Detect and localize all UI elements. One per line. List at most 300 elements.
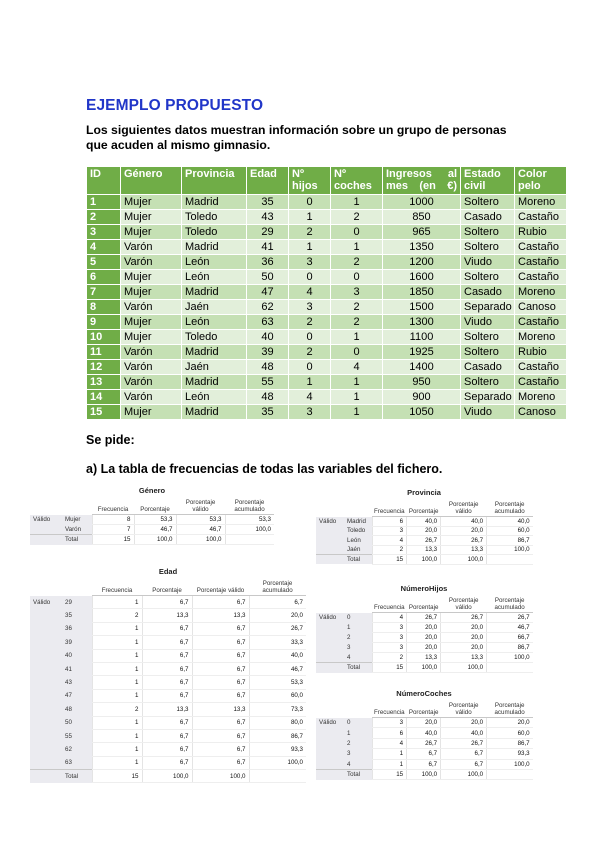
freq-value: 60,0 [487,728,533,738]
table-cell: Toledo [182,330,247,345]
freq-value: 3 [372,526,407,536]
table-cell: 3 [87,225,121,240]
freq-value: 7 [92,525,134,535]
table-cell: 1 [289,240,331,255]
category-label: 41 [62,662,92,675]
freq-value: 100,0 [487,653,533,663]
freq-value: 6,7 [192,636,249,649]
blank-header [30,579,92,596]
table-cell: 1350 [383,240,461,255]
valid-label [316,749,344,759]
category-label: Varón [62,525,92,535]
table-cell: 1100 [383,330,461,345]
valid-label [30,525,62,535]
freq-value: 1 [92,622,142,635]
freq-value: 20,0 [407,623,441,633]
freq-value: 3 [372,623,407,633]
table-cell: 4 [289,390,331,405]
freq-header: Porcentaje acumulado [249,579,306,596]
freq-table-genero [30,486,274,545]
table-cell: Castaño [515,360,567,375]
freq-value: 93,3 [487,749,533,759]
freq-value: 6 [372,517,407,527]
freq-value: 6,7 [142,649,192,662]
category-label: 4 [344,653,372,663]
freq-header: Frecuencia [92,498,134,515]
table-cell: Mujer [121,330,182,345]
header-cell: Provincia [182,167,247,195]
freq-value: 40,0 [441,517,487,527]
freq-value: 1 [92,743,142,756]
data-table [86,166,567,420]
table-cell: Varón [121,300,182,315]
table-cell: 9 [87,315,121,330]
freq-header: Porcentaje válido [192,579,249,596]
freq-value: 86,7 [487,643,533,653]
freq-value: 4 [372,613,407,623]
table-cell: 62 [247,300,289,315]
freq-table [316,500,533,565]
freq-value: 40,0 [249,649,306,662]
freq-value: 20,0 [407,633,441,643]
freq-value: 1 [92,689,142,702]
freq-value: 6,7 [192,649,249,662]
freq-row [316,526,533,536]
table-cell: 14 [87,390,121,405]
freq-value: 53,3 [249,676,306,689]
table-cell: 6 [87,270,121,285]
header-cell: Nº hijos [289,167,331,195]
valid-label [316,545,344,555]
task-a: a) La tabla de frecuencias de todas las variables del fichero. [86,462,443,476]
table-cell: Mujer [121,270,182,285]
valid-label: Válido [30,515,62,525]
freq-value: 86,7 [249,729,306,742]
table-cell: Rubio [515,345,567,360]
table-cell: 850 [383,210,461,225]
table-cell: 10 [87,330,121,345]
total-row [30,535,274,545]
valid-label [30,676,62,689]
freq-value: 6,7 [192,716,249,729]
table-cell: 3 [331,285,383,300]
freq-header: Porcentaje [134,498,176,515]
freq-row [30,676,306,689]
data-table-header [87,167,567,195]
table-cell: 41 [247,240,289,255]
category-label: Toledo [344,526,372,536]
freq-table-title: Edad [158,567,178,576]
table-cell: Varón [121,375,182,390]
table-row [87,375,567,390]
table-cell: Casado [461,285,515,300]
table-cell: Toledo [182,210,247,225]
freq-header: Porcentaje acumulado [225,498,274,515]
valid-label [30,689,62,702]
table-cell: 3 [289,405,331,420]
header-cell: Ingresos al mes (en €) [383,167,461,195]
valid-label [316,643,344,653]
category-label: 43 [62,676,92,689]
table-cell: Soltero [461,270,515,285]
freq-row [30,515,274,525]
table-cell: Casado [461,360,515,375]
table-cell: Rubio [515,225,567,240]
freq-row [30,703,306,716]
table-cell: 1400 [383,360,461,375]
freq-value: 100,0 [487,759,533,769]
table-cell: 0 [289,270,331,285]
table-cell: Viudo [461,315,515,330]
table-cell: 35 [247,195,289,210]
table-cell: Jaén [182,360,247,375]
table-row [87,345,567,360]
freq-value: 6,7 [142,596,192,609]
table-cell: Soltero [461,225,515,240]
table-cell: Canoso [515,300,567,315]
table-cell: 2 [331,315,383,330]
table-cell: 0 [289,330,331,345]
valid-label: Válido [316,613,344,623]
table-cell: 1 [331,240,383,255]
freq-row [316,623,533,633]
table-cell: León [182,315,247,330]
freq-value: 6,7 [192,689,249,702]
valid-label [30,662,62,675]
table-cell: 2 [331,300,383,315]
freq-value: 40,0 [407,728,441,738]
table-row [87,270,567,285]
freq-value: 1 [92,729,142,742]
freq-row [30,596,306,609]
freq-table-provincia [316,488,533,565]
freq-value: 40,0 [441,728,487,738]
header-cell: Nº coches [331,167,383,195]
table-cell: 5 [87,255,121,270]
freq-value: 26,7 [441,613,487,623]
table-cell: 47 [247,285,289,300]
table-cell: 1600 [383,270,461,285]
freq-value: 20,0 [407,718,441,728]
freq-value: 2 [372,653,407,663]
freq-value: 20,0 [407,643,441,653]
category-label: 55 [62,729,92,742]
freq-value: 6,7 [192,596,249,609]
intro-paragraph: Los siguientes datos muestran información sobre un grupo de personas que acuden al mismo gimnasio. [86,123,507,152]
category-label: 0 [344,718,372,728]
category-label: 4 [344,759,372,769]
total-value: 15 [372,769,407,779]
table-cell: 0 [331,270,383,285]
table-cell: Varón [121,360,182,375]
table-cell: 950 [383,375,461,390]
total-value: 100,0 [407,555,441,565]
table-cell: 15 [87,405,121,420]
table-cell: Madrid [182,285,247,300]
total-label: Total [62,770,92,783]
table-cell: Castaño [515,240,567,255]
table-cell: Madrid [182,405,247,420]
freq-header: Frecuencia [92,579,142,596]
freq-value: 13,3 [407,545,441,555]
freq-row [30,636,306,649]
table-cell: Moreno [515,195,567,210]
table-cell: 1 [289,375,331,390]
valid-label [316,653,344,663]
valid-label [30,716,62,729]
valid-label [316,738,344,748]
freq-row [316,728,533,738]
table-cell: 35 [247,405,289,420]
table-cell: 2 [289,345,331,360]
table-cell: 3 [289,255,331,270]
table-cell: 63 [247,315,289,330]
freq-value: 2 [372,545,407,555]
freq-header: Frecuencia [372,500,407,517]
freq-value: 46,7 [487,623,533,633]
table-cell: Mujer [121,285,182,300]
total-label: Total [62,535,92,545]
table-cell: 13 [87,375,121,390]
table-row [87,330,567,345]
freq-value: 13,3 [441,653,487,663]
freq-table-title: NúmeroHijos [400,584,448,593]
freq-value: 4 [372,536,407,546]
freq-header: Frecuencia [372,701,407,718]
table-row [87,210,567,225]
category-label: 1 [344,623,372,633]
table-cell: 1050 [383,405,461,420]
table-cell: Mujer [121,405,182,420]
freq-value: 6,7 [407,749,441,759]
total-row [30,770,306,783]
total-value: 15 [372,555,407,565]
freq-row [30,743,306,756]
freq-value: 20,0 [487,718,533,728]
blank-header [316,500,372,517]
table-cell: 43 [247,210,289,225]
table-cell: Mujer [121,210,182,225]
table-cell: 2 [331,210,383,225]
freq-row [30,609,306,622]
freq-value: 1 [92,756,142,769]
freq-table [316,596,533,673]
freq-value: 3 [372,643,407,653]
valid-label [30,649,62,662]
header-cell: Color pelo [515,167,567,195]
table-cell: Jaén [182,300,247,315]
table-cell: Castaño [515,255,567,270]
table-row [87,390,567,405]
table-cell: Castaño [515,270,567,285]
header-cell: Estado civil [461,167,515,195]
table-cell: 1925 [383,345,461,360]
table-cell: 0 [331,225,383,240]
valid-label [316,623,344,633]
header-cell: ID [87,167,121,195]
table-cell: León [182,255,247,270]
blank-header [316,596,372,613]
table-cell: Madrid [182,195,247,210]
freq-value: 26,7 [407,536,441,546]
valid-label [316,728,344,738]
freq-row [30,662,306,675]
table-cell: 12 [87,360,121,375]
freq-value: 6,7 [441,749,487,759]
table-cell: Moreno [515,330,567,345]
category-label: 62 [62,743,92,756]
freq-value: 53,3 [225,515,274,525]
freq-row [316,749,533,759]
table-cell: Mujer [121,195,182,210]
freq-value: 4 [372,738,407,748]
freq-header: Porcentaje [407,701,441,718]
valid-label [316,526,344,536]
freq-header: Porcentaje válido [441,596,487,613]
freq-value: 6,7 [142,636,192,649]
table-cell: 2 [87,210,121,225]
freq-table-title: Género [138,486,166,495]
freq-value: 20,0 [407,526,441,536]
table-cell: 2 [289,315,331,330]
freq-value: 6,7 [142,743,192,756]
freq-value: 33,3 [249,636,306,649]
table-cell: León [182,270,247,285]
table-cell: 36 [247,255,289,270]
freq-value: 2 [92,609,142,622]
table-row [87,315,567,330]
freq-row [316,613,533,623]
freq-value: 6,7 [142,716,192,729]
category-label: Mujer [62,515,92,525]
total-value: 100,0 [407,663,441,673]
table-cell: Castaño [515,375,567,390]
total-value: 100,0 [407,769,441,779]
table-cell: Madrid [182,375,247,390]
freq-value: 20,0 [441,718,487,728]
freq-header: Porcentaje acumulado [487,701,533,718]
freq-row [316,517,533,527]
freq-table [316,701,533,780]
freq-row [30,525,274,535]
freq-header: Porcentaje válido [441,701,487,718]
total-label: Total [344,663,372,673]
table-cell: Madrid [182,345,247,360]
table-row [87,255,567,270]
freq-value: 2 [92,703,142,716]
freq-value: 26,7 [407,613,441,623]
freq-value: 1 [92,676,142,689]
total-value: 100,0 [134,535,176,545]
table-cell: Soltero [461,345,515,360]
freq-value: 60,0 [249,689,306,702]
freq-value: 6,7 [142,729,192,742]
freq-row [30,716,306,729]
freq-value: 6,7 [192,756,249,769]
table-cell: Toledo [182,225,247,240]
freq-header: Porcentaje acumulado [487,500,533,517]
freq-value: 1 [92,636,142,649]
freq-value: 20,0 [441,623,487,633]
table-cell: Castaño [515,315,567,330]
table-cell: 40 [247,330,289,345]
table-cell: 1 [87,195,121,210]
table-cell: Soltero [461,195,515,210]
category-label: León [344,536,372,546]
category-label: 40 [62,649,92,662]
total-value: 100,0 [441,769,487,779]
freq-value: 26,7 [407,738,441,748]
freq-row [30,689,306,702]
freq-row [316,643,533,653]
table-cell: 0 [331,345,383,360]
freq-value: 20,0 [441,643,487,653]
freq-value: 26,7 [249,622,306,635]
freq-value: 1 [92,662,142,675]
freq-header: Porcentaje [142,579,192,596]
valid-label [30,743,62,756]
freq-value: 6,7 [142,676,192,689]
table-cell: Varón [121,255,182,270]
freq-value: 40,0 [487,517,533,527]
category-label: 50 [62,716,92,729]
freq-value: 6,7 [142,689,192,702]
category-label: 36 [62,622,92,635]
freq-value: 93,3 [249,743,306,756]
table-cell: 2 [289,225,331,240]
total-value: 100,0 [441,555,487,565]
total-value: 100,0 [192,770,249,783]
freq-value: 100,0 [487,545,533,555]
total-value: 15 [372,663,407,673]
table-row [87,225,567,240]
total-label: Total [344,769,372,779]
freq-header: Frecuencia [372,596,407,613]
freq-value: 6,7 [192,729,249,742]
freq-value: 6,7 [192,622,249,635]
table-cell: 55 [247,375,289,390]
table-row [87,360,567,375]
freq-value: 13,3 [142,609,192,622]
table-cell: 965 [383,225,461,240]
table-cell: Soltero [461,330,515,345]
total-value: 15 [92,770,142,783]
category-label: 29 [62,596,92,609]
table-cell: 3 [289,300,331,315]
freq-header: Porcentaje acumulado [487,596,533,613]
total-value: 100,0 [441,663,487,673]
freq-header: Porcentaje [407,500,441,517]
table-cell: 8 [87,300,121,315]
table-cell: Soltero [461,240,515,255]
freq-value: 13,3 [192,609,249,622]
freq-row [316,738,533,748]
table-cell: León [182,390,247,405]
total-value: 100,0 [142,770,192,783]
table-row [87,240,567,255]
freq-value: 86,7 [487,738,533,748]
table-cell: Casado [461,210,515,225]
valid-label [316,633,344,643]
table-cell: 7 [87,285,121,300]
category-label: 48 [62,703,92,716]
valid-label [30,609,62,622]
freq-row [316,633,533,643]
freq-value: 60,0 [487,526,533,536]
freq-value: 6,7 [192,662,249,675]
freq-value: 6,7 [407,759,441,769]
valid-label [30,622,62,635]
